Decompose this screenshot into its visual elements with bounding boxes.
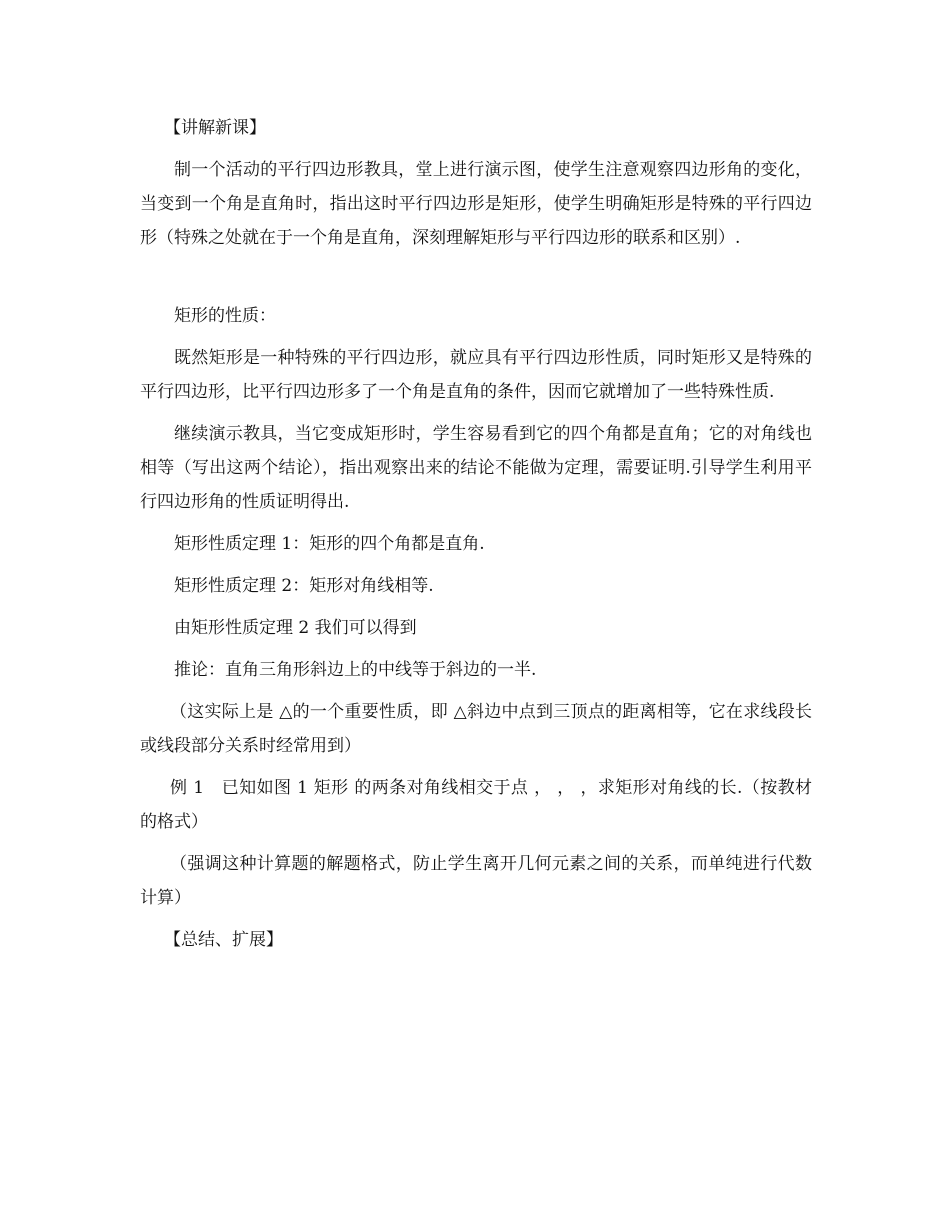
corollary: 推论：直角三角形斜边上的中线等于斜边的一半. xyxy=(174,660,537,680)
paragraph-spacer xyxy=(140,263,812,299)
theorem-2: 矩形性质定理 2：矩形对角线相等. xyxy=(174,576,434,596)
paragraph-intro: 制一个活动的平行四边形教具，堂上进行演示图，使学生注意观察四边形角的变化，当变到一个角是直角时，指出这时平行四边形是矩形，使学生明确矩形是特殊的平行四边形（特殊之处就在于一个角是直角，深刻理解矩形与平行四边形的联系和区别）. xyxy=(140,160,812,248)
paragraph-demo: 继续演示教具，当它变成矩形时，学生容易看到它的四个角都是直角；它的对角线也相等（写出这两个结论），指出观察出来的结论不能做为定理，需要证明.引导学生利用平行四边形角的性质证明得出. xyxy=(140,424,812,512)
section-properties-title: 矩形的性质： xyxy=(174,306,276,326)
heading-summary: 【总结、扩展】 xyxy=(164,930,283,950)
theorem-1: 矩形性质定理 1：矩形的四个角都是直角. xyxy=(174,534,485,554)
document-body xyxy=(140,111,812,965)
note-example: （强调这种计算题的解题格式，防止学生离开几何元素之间的关系，而单纯进行代数计算） xyxy=(140,854,812,908)
paragraph-properties: 既然矩形是一种特殊的平行四边形，就应具有平行四边形性质，同时矩形又是特殊的平行四边形，比平行四边形多了一个角是直角的条件，因而它就增加了一些特殊性质. xyxy=(140,348,812,402)
example-1: 例 1 已知如图 1 矩形 的两条对角线相交于点 ， ， ，求矩形对角线的长.（按教材的格式） xyxy=(140,778,812,832)
derive-line: 由矩形性质定理 2 我们可以得到 xyxy=(174,618,417,638)
note-corollary: （这实际上是 △的一个重要性质，即 △斜边中点到三顶点的距离相等，它在求线段长或线段部分关系时经常用到） xyxy=(140,702,812,756)
heading-new-lesson: 【讲解新课】 xyxy=(164,118,266,138)
